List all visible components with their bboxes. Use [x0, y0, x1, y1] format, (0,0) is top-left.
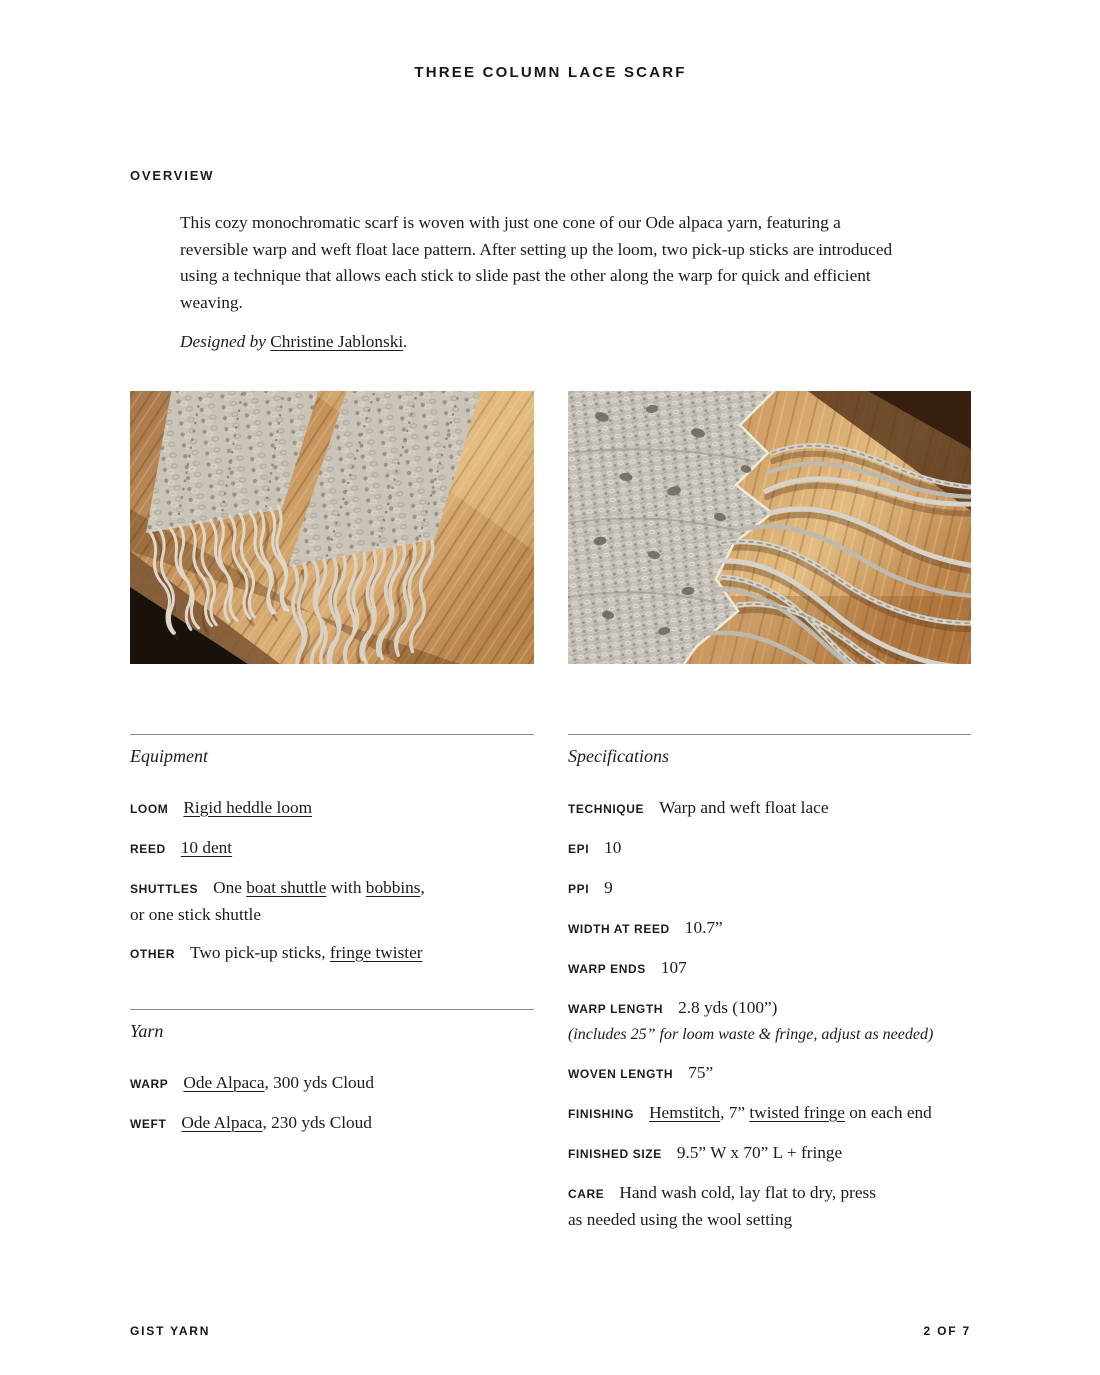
overview-paragraph: This cozy monochromatic scarf is woven with just one cone of our Ode alpaca yarn, featuring a reversible warp and weft float lace pattern. After setting up the loom, two pick-up sticks are introduced using a technique that allows each stick to slide past the other along the warp for quick and efficient weaving.	[180, 213, 893, 312]
footer-page-number: 2 OF 7	[923, 1324, 971, 1338]
equipment-label-other: OTHER	[130, 946, 175, 961]
spec-value-warp-ends: 107	[660, 957, 687, 977]
shuttles-text-2: with	[326, 877, 366, 897]
spec-label-technique: TECHNIQUE	[568, 801, 645, 816]
right-column	[568, 734, 971, 1245]
finishing-text-2: on each end	[844, 1102, 932, 1122]
specifications-section	[568, 734, 971, 1232]
spec-row-finished-size	[568, 1140, 971, 1167]
care-line-2: as needed using the wool setting	[568, 1209, 793, 1229]
spec-label-warp-ends: WARP ENDS	[568, 961, 646, 976]
shuttles-text-1: One	[213, 877, 247, 897]
link-10-dent[interactable]: 10 dent	[180, 837, 233, 857]
scarf-photo-right-illustration	[568, 391, 971, 664]
spec-value-woven-length: 75”	[688, 1062, 714, 1082]
equipment-section	[130, 734, 534, 967]
yarn-weft-rest: , 230 yds Cloud	[262, 1112, 372, 1132]
equipment-row-shuttles	[130, 875, 534, 927]
shuttles-line-2: or one stick shuttle	[130, 904, 262, 924]
link-fringe-twister[interactable]: fringe twister	[329, 942, 423, 962]
document-title: THREE COLUMN LACE SCARF	[414, 64, 687, 81]
link-rigid-heddle-loom[interactable]: Rigid heddle loom	[183, 797, 313, 817]
spec-label-warp-length: WARP LENGTH	[568, 1001, 664, 1016]
spec-label-ppi: PPI	[568, 881, 590, 896]
link-ode-alpaca-weft[interactable]: Ode Alpaca	[181, 1112, 263, 1132]
yarn-row-warp	[130, 1070, 534, 1097]
yarn-section	[130, 1009, 534, 1137]
byline-suffix: .	[403, 332, 408, 351]
spec-row-warp-ends	[568, 955, 971, 982]
equipment-label-loom: LOOM	[130, 801, 169, 816]
spec-value-ppi: 9	[604, 877, 613, 897]
yarn-warp-rest: , 300 yds Cloud	[264, 1072, 374, 1092]
details-columns	[130, 734, 971, 1245]
link-twisted-fringe[interactable]: twisted fringe	[749, 1102, 845, 1122]
equipment-label-shuttles: SHUTTLES	[130, 881, 199, 896]
spec-row-finishing	[568, 1100, 971, 1127]
equipment-row-loom	[130, 795, 534, 822]
shuttles-text-3: ,	[420, 877, 425, 897]
spec-label-width-at-reed: WIDTH AT REED	[568, 921, 670, 936]
link-boat-shuttle[interactable]: boat shuttle	[246, 877, 327, 897]
designer-link[interactable]: Christine Jablonski	[270, 332, 404, 351]
photo-row	[130, 391, 971, 664]
spec-row-woven-length	[568, 1060, 971, 1087]
spec-label-epi: EPI	[568, 841, 590, 856]
yarn-label-warp: WARP	[130, 1076, 169, 1091]
link-bobbins[interactable]: bobbins	[365, 877, 421, 897]
page-footer	[130, 1324, 971, 1338]
spec-value-epi: 10	[604, 837, 622, 857]
other-text-1: Two pick-up sticks,	[190, 942, 330, 962]
yarn-label-weft: WEFT	[130, 1116, 167, 1131]
spec-value-finished-size: 9.5” W x 70” L + fringe	[676, 1142, 843, 1162]
link-hemstitch[interactable]: Hemstitch	[649, 1102, 721, 1122]
scarf-photo-left	[130, 391, 534, 664]
scarf-photo-left-illustration	[130, 391, 534, 664]
designer-byline	[180, 329, 971, 356]
overview-heading: OVERVIEW	[130, 168, 215, 183]
equipment-heading: Equipment	[130, 745, 208, 766]
spec-row-technique	[568, 795, 971, 822]
spec-label-care: CARE	[568, 1186, 605, 1201]
spec-value-technique: Warp and weft float lace	[659, 797, 829, 817]
care-line-1: Hand wash cold, lay flat to dry, press	[619, 1182, 877, 1202]
yarn-heading: Yarn	[130, 1020, 164, 1041]
spec-row-care	[568, 1180, 971, 1232]
left-column	[130, 734, 534, 1245]
footer-brand: GIST YARN	[130, 1324, 211, 1338]
spec-row-epi	[568, 835, 971, 862]
spec-label-woven-length: WOVEN LENGTH	[568, 1066, 674, 1081]
link-ode-alpaca-warp[interactable]: Ode Alpaca	[183, 1072, 265, 1092]
warp-length-note: (includes 25” for loom waste & fringe, adjust as needed)	[568, 1025, 934, 1043]
equipment-row-reed	[130, 835, 534, 862]
spec-value-warp-length: 2.8 yds (100”)	[678, 997, 778, 1017]
scarf-photo-right	[568, 391, 971, 664]
spec-row-ppi	[568, 875, 971, 902]
finishing-text-1: , 7”	[720, 1102, 750, 1122]
spec-label-finished-size: FINISHED SIZE	[568, 1146, 662, 1161]
spec-row-width-at-reed	[568, 915, 971, 942]
specifications-heading: Specifications	[568, 745, 669, 766]
spec-label-finishing: FINISHING	[568, 1106, 635, 1121]
page-content	[130, 0, 971, 1245]
yarn-row-weft	[130, 1110, 534, 1137]
equipment-label-reed: REED	[130, 841, 166, 856]
spec-value-width-at-reed: 10.7”	[684, 917, 723, 937]
byline-prefix: Designed by	[180, 332, 271, 351]
spec-row-warp-length	[568, 995, 971, 1047]
equipment-row-other	[130, 940, 534, 967]
